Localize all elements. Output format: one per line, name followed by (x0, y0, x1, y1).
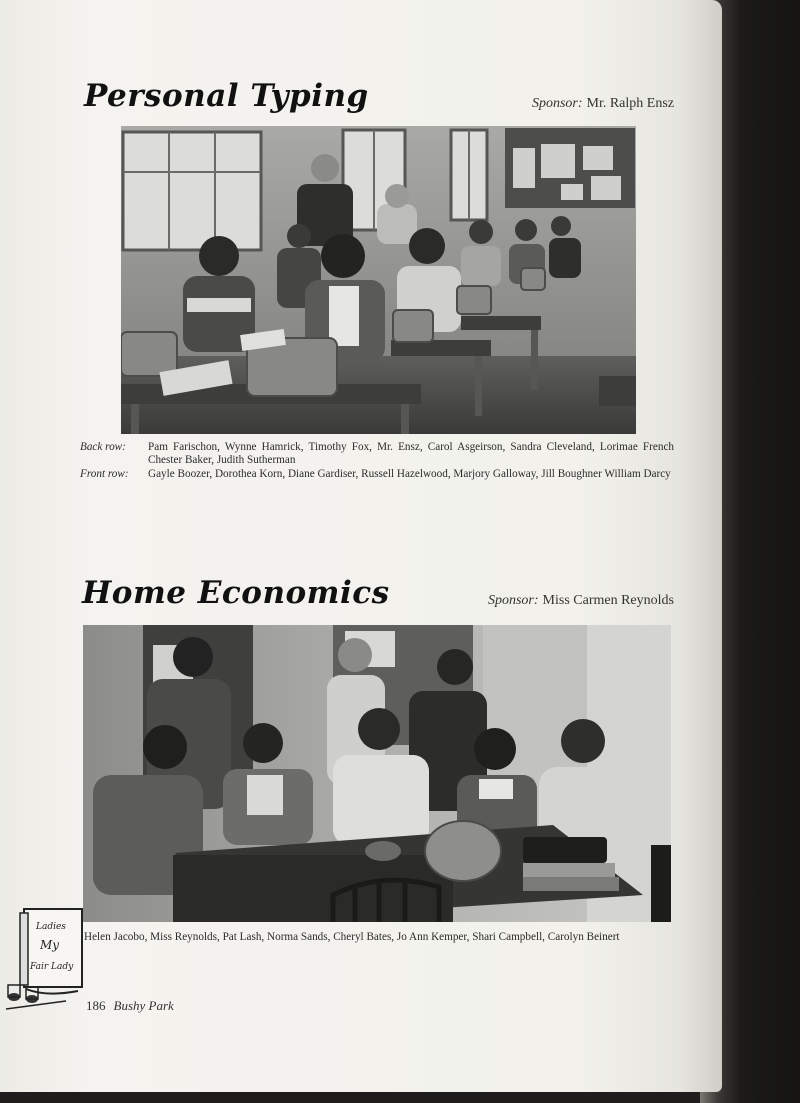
section-title-typing: Personal Typing (84, 78, 369, 114)
page-number: 186 (86, 998, 106, 1013)
roster-row-front (80, 468, 674, 481)
sponsor-label: Sponsor: (531, 96, 583, 111)
logo-line-1: Ladies (36, 922, 66, 932)
page-footer (86, 998, 174, 1014)
logo-line-3: Fair Lady (30, 962, 74, 972)
typing-photo-illustration (121, 126, 636, 434)
typing-class-photo (121, 126, 636, 434)
sponsor-label: Sponsor: (487, 593, 539, 608)
sponsor-name: Mr. Ralph Ensz (586, 96, 674, 111)
sponsor-typing (532, 96, 674, 112)
roster-row-back (80, 441, 674, 466)
home-economics-class-photo (83, 625, 671, 922)
sponsor-name: Miss Carmen Reynolds (542, 593, 674, 608)
home-economics-photo-illustration (83, 625, 671, 922)
logo-line-2: My (40, 938, 60, 952)
logo-drawing (6, 905, 86, 1015)
section-title-home-economics: Home Economics (82, 575, 390, 611)
row-label: Front row: (80, 468, 129, 480)
row-names: Gayle Boozer, Dorothea Korn, Diane Gardiser, Russell Hazelwood, Marjory Galloway, Jill Boughner William Darcy (148, 468, 671, 480)
sponsor-home-economics (488, 593, 674, 609)
row-label: Back row: (80, 441, 126, 453)
row-names: Pam Farischon, Wynne Hamrick, Timothy Fox, Mr. Ensz, Carol Asgeirson, Sandra Cleveland, Lorimae French Chester Baker, Judith Sutherman (148, 441, 674, 466)
my-fair-lady-logo (6, 905, 86, 1020)
book-title: Bushy Park (113, 998, 174, 1013)
typing-roster (80, 441, 674, 483)
home-economics-caption: Helen Jacobo, Miss Reynolds, Pat Lash, Norma Sands, Cheryl Bates, Jo Ann Kemper, Shari Campbell, Carolyn Beinert (84, 931, 620, 943)
